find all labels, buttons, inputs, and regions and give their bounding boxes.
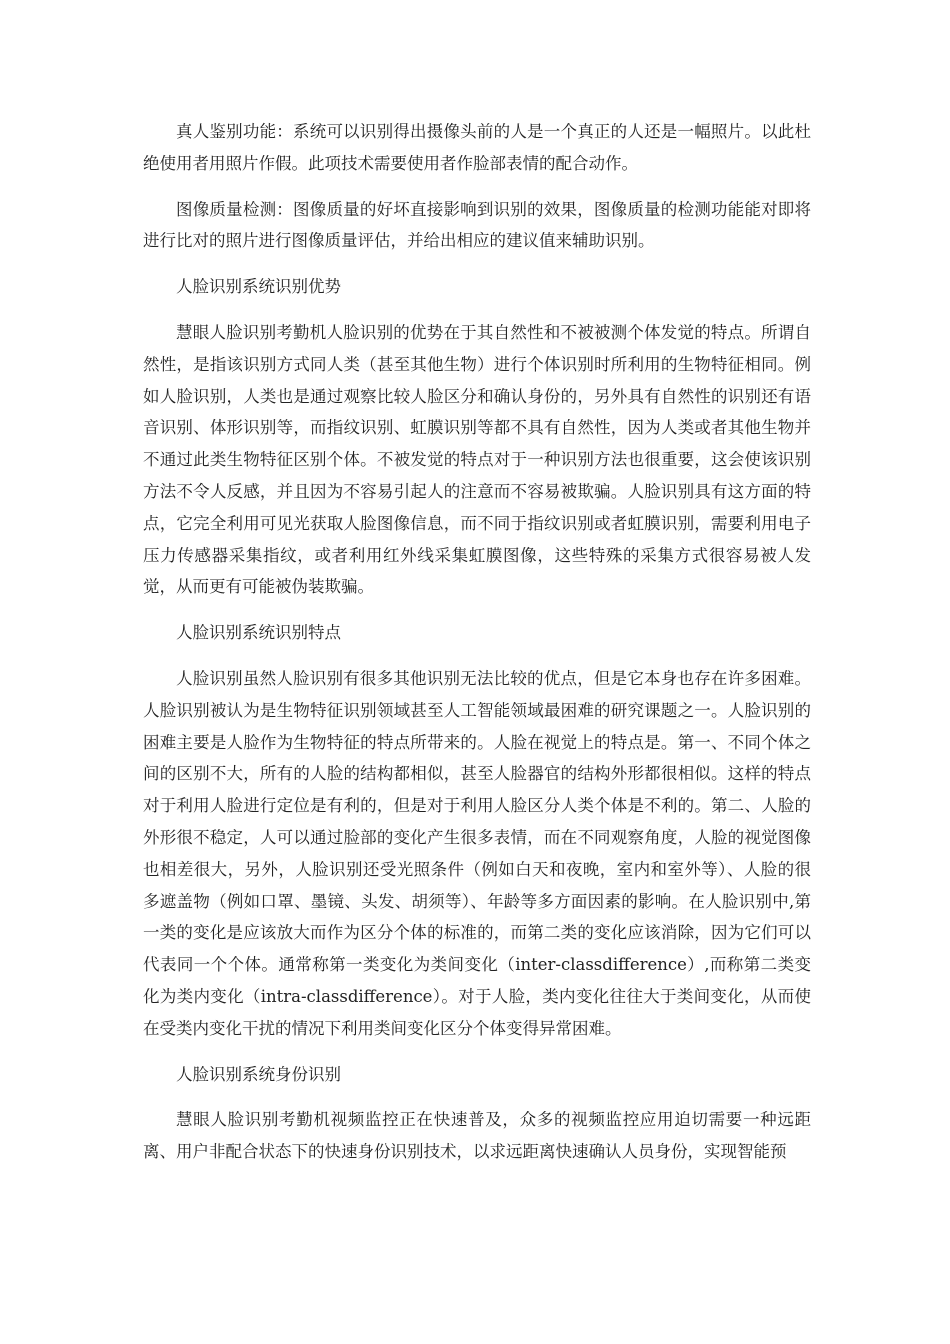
paragraph-characteristics: 人脸识别虽然人脸识别有很多其他识别无法比较的优点，但是它本身也存在许多困难。人脸识别被认为是生物特征识别领域甚至人工智能领域最困难的研究课题之一。人脸识别的困难主要是人脸作为生物特征的特点所带来的。人脸在视觉上的特点是。第一、不同个体之间的区别不大，所有的人脸的结构都相似，甚至人脸器官的结构外形都很相似。这样的特点对于利用人脸进行定位是有利的，但是对于利用人脸区分人类个体是不利的。第二、人脸的外形很不稳定，人可以通过脸部的变化产生很多表情，而在不同观察角度，人脸的视觉图像也相差很大，另外，人脸识别还受光照条件（例如白天和夜晚，室内和室外等）、人脸的很多遮盖物（例如口罩、墨镜、头发、胡须等）、年龄等多方面因素的影响。在人脸识别中,第一类的变化是应该放大而作为区分个体的标准的，而第二类的变化应该消除，因为它们可以代表同一个个体。通常称第一类变化为类间变化（inter-classdifference）,而称第二类变化为类内变化（intra-classdifference）。对于人脸，类内变化往往大于类间变化，从而使在受类内变化干扰的情况下利用类间变化区分个体变得异常困难。: [143, 668, 811, 1038]
paragraph-liveness-detection: 真人鉴别功能：系统可以识别得出摄像头前的人是一个真正的人还是一幅照片。以此杜绝使用者用照片作假。此项技术需要使用者作脸部表情的配合动作。: [143, 122, 811, 173]
paragraph-advantages: 慧眼人脸识别考勤机人脸识别的优势在于其自然性和不被被测个体发觉的特点。所谓自然性，是指该识别方式同人类（甚至其他生物）进行个体识别时所利用的生物特征相同。例如人脸识别，人类也是通过观察比较人脸区分和确认身份的，另外具有自然性的识别还有语音识别、体形识别等，而指纹识别、虹膜识别等都不具有自然性，因为人类或者其他生物并不通过此类生物特征区别个体。不被发觉的特点对于一种识别方法也很重要，这会使该识别方法不令人反感，并且因为不容易引起人的注意而不容易被欺骗。人脸识别具有这方面的特点，它完全利用可见光获取人脸图像信息，而不同于指纹识别或者虹膜识别，需要利用电子压力传感器采集指纹，或者利用红外线采集虹膜图像，这些特殊的采集方式很容易被人发觉，从而更有可能被伪装欺骗。: [143, 322, 811, 597]
section-heading-advantages: 人脸识别系统识别优势: [176, 277, 341, 297]
section-heading-identity: 人脸识别系统身份识别: [176, 1064, 341, 1084]
paragraph-image-quality: 图像质量检测：图像质量的好坏直接影响到识别的效果，图像质量的检测功能能对即将进行比对的照片进行图像质量评估，并给出相应的建议值来辅助识别。: [143, 199, 811, 251]
document-body: [143, 116, 811, 1182]
paragraph-identity: 慧眼人脸识别考勤机视频监控正在快速普及，众多的视频监控应用迫切需要一种远距离、用户非配合状态下的快速身份识别技术，以求远距离快速确认人员身份，实现智能预: [143, 1110, 811, 1162]
section-heading-characteristics: 人脸识别系统识别特点: [176, 623, 341, 643]
